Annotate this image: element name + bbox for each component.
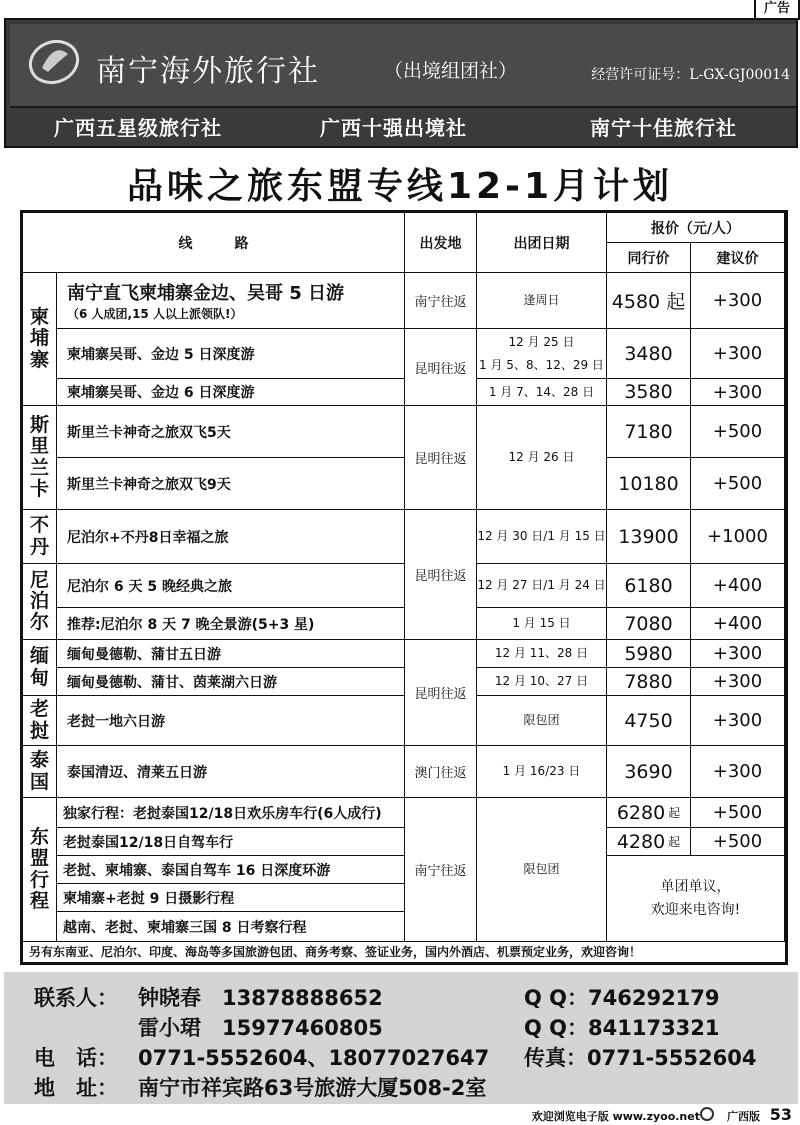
peer-price-cell: 7180 <box>607 406 691 458</box>
award-3: 南宁十佳旅行社 <box>590 116 737 140</box>
category-char: 国 <box>29 770 49 793</box>
category-char: 缅 <box>29 645 49 668</box>
suggest-price-cell: +400 <box>691 608 785 640</box>
date-cell: 限包团 <box>477 798 607 942</box>
depart-cell: 南宁往返 <box>405 273 477 329</box>
suggest-price-cell: +300 <box>691 668 785 696</box>
route-cell: 缅甸曼德勒、蒲甘、茵莱湖六日游 <box>57 668 405 696</box>
peer-price-cell: 3690 <box>607 746 691 798</box>
date-cell: 12 月 26 日 <box>477 406 607 510</box>
peer-price-cell <box>607 798 691 828</box>
contact-label: 联系人： <box>34 986 118 1010</box>
date-cell: 1 月 16/23 日 <box>477 746 607 798</box>
address-label: 地 址： <box>34 1076 118 1100</box>
category-myanmar <box>23 640 57 696</box>
route-cell: 老挝泰国12/18日自驾车行 <box>57 828 405 856</box>
suggest-price-cell: +300 <box>691 696 785 746</box>
peer-price-cell: 3580 <box>607 379 691 406</box>
route-cell <box>57 273 405 329</box>
suggest-price-cell: +500 <box>691 828 785 856</box>
contact-panel <box>4 972 798 1104</box>
route-cell: 斯里兰卡神奇之旅双飞5天 <box>57 406 405 458</box>
category-cambodia <box>23 273 57 406</box>
peer-price-unit: 起 <box>668 806 681 820</box>
peer-price-cell: 6180 <box>607 564 691 608</box>
suggest-price-cell: +300 <box>691 640 785 668</box>
route-cell: 尼泊尔 6 天 5 晚经典之旅 <box>57 564 405 608</box>
category-char: 卡 <box>29 477 49 500</box>
footer-brand: 广西版 <box>727 1110 760 1123</box>
category-char: 兰 <box>29 456 49 479</box>
route-cell: 柬埔寨吴哥、金边 5 日深度游 <box>57 329 405 379</box>
quote-note: 欢迎来电咨询! <box>650 901 741 918</box>
date-cell: 12 月 27 日/1 月 24 日 <box>477 564 607 608</box>
route-cell: 独家行程：老挝泰国12/18日欢乐房车行(6人成行) <box>57 798 405 828</box>
page-number: 53 <box>769 1105 792 1124</box>
agency-name: 南宁海外旅行社 <box>96 54 320 89</box>
license-number: 经营许可证号：L-GX-GJ00014 <box>591 67 790 83</box>
route-cell: 泰国清迈、清莱五日游 <box>57 746 405 798</box>
route-cell: 老挝一地六日游 <box>57 696 405 746</box>
phone-number: 0771-5552604、18077027647 <box>138 1046 490 1070</box>
peer-price-cell: 13900 <box>607 510 691 564</box>
category-char: 老 <box>29 698 49 721</box>
category-char: 行 <box>29 868 49 891</box>
category-char: 里 <box>29 435 49 458</box>
suggest-price-cell: +1000 <box>691 510 785 564</box>
depart-cell: 南宁往返 <box>405 798 477 942</box>
qq-1: Q Q：746292179 <box>524 986 720 1010</box>
category-char: 盟 <box>29 847 49 870</box>
peer-price-cell: 7880 <box>607 668 691 696</box>
peer-price-cell: 3480 <box>607 329 691 379</box>
phone-label: 电 话： <box>34 1046 118 1070</box>
peer-price-cell: 10180 <box>607 458 691 510</box>
category-char: 埔 <box>29 327 49 350</box>
page-footer <box>0 1105 800 1125</box>
th-route: 线 路 <box>23 213 405 273</box>
depart-cell: 昆明往返 <box>405 406 477 510</box>
route-cell: 老挝、柬埔寨、泰国自驾车 16 日深度环游 <box>57 856 405 884</box>
category-char: 泊 <box>29 589 49 612</box>
date-cell: 12 月 10、27 日 <box>477 668 607 696</box>
fax-number: 传真：0771-5552604 <box>524 1046 757 1070</box>
award-2: 广西十强出境社 <box>320 116 467 140</box>
date-cell: 限包团 <box>477 696 607 746</box>
route-cell: 尼泊尔+不丹8日幸福之旅 <box>57 510 405 564</box>
header-top <box>10 24 796 108</box>
date-cell <box>477 329 607 379</box>
table-footnote: 另有东南亚、尼泊尔、印度、海岛等多国旅游包团、商务考察、签证业务，国内外酒店、机票预定业务，欢迎咨询！ <box>29 945 642 959</box>
peer-price-cell <box>607 828 691 856</box>
category-char: 不 <box>29 514 49 537</box>
award-bar <box>10 112 796 144</box>
route-cell: 缅甸曼德勒、蒲甘五日游 <box>57 640 405 668</box>
peer-price: 4280 <box>616 830 666 853</box>
category-laos <box>23 696 57 746</box>
category-nepal <box>23 564 57 640</box>
suggest-price-cell: +500 <box>691 458 785 510</box>
header-banner <box>4 18 798 148</box>
depart-cell: 昆明往返 <box>405 640 477 746</box>
quote-note-cell <box>607 856 785 942</box>
suggest-price-cell: +400 <box>691 564 785 608</box>
date-line: 12 月 25 日 <box>508 334 575 349</box>
contact-person-1: 钟晓春 13878888652 <box>138 986 383 1010</box>
depart-cell: 昆明往返 <box>405 510 477 640</box>
date-cell: 12 月 11、28 日 <box>477 640 607 668</box>
plan-title: 品味之旅东盟专线12-1月计划 <box>126 166 674 207</box>
suggest-price-cell: +300 <box>691 273 785 329</box>
peer-price-unit: 起 <box>668 835 681 849</box>
peer-price-cell: 5980 <box>607 640 691 668</box>
date-line: 1 月 5、8、12、29 日 <box>479 357 604 372</box>
depart-cell: 昆明往返 <box>405 329 477 406</box>
route-cell: 推荐:尼泊尔 8 天 7 晚全景游(5+3 星) <box>57 608 405 640</box>
route-note: （6 人成团,15 人以上派领队!） <box>67 307 243 321</box>
category-char: 丹 <box>29 535 49 558</box>
address: 南宁市祥宾路63号旅游大厦508-2室 <box>138 1076 487 1100</box>
th-price: 报价（元/人） <box>607 213 785 243</box>
agency-subtitle: （出境组团社） <box>384 60 518 82</box>
category-indochina <box>23 798 57 942</box>
suggest-price-cell: +300 <box>691 329 785 379</box>
category-char: 挝 <box>29 719 49 742</box>
th-date: 出团日期 <box>477 213 607 273</box>
route-cell: 柬埔寨+老挝 9 日摄影行程 <box>57 884 405 912</box>
date-cell: 1 月 7、14、28 日 <box>477 379 607 406</box>
award-1: 广西五星级旅行社 <box>54 116 222 140</box>
tour-price-table <box>20 210 788 965</box>
route-cell: 越南、老挝、柬埔寨三国 8 日考察行程 <box>57 912 405 942</box>
contact-person-2: 雷小珺 15977460805 <box>138 1016 383 1040</box>
quote-note: 单团单议， <box>660 879 731 896</box>
suggest-price-cell: +300 <box>691 746 785 798</box>
category-srilanka <box>23 406 57 510</box>
date-cell: 12 月 30 日/1 月 15 日 <box>477 510 607 564</box>
agency-logo-icon <box>24 32 84 92</box>
suggest-price-cell: +300 <box>691 379 785 406</box>
category-char: 尔 <box>29 611 49 634</box>
th-peer-price: 同行价 <box>607 243 691 273</box>
peer-price: 6280 <box>616 801 666 824</box>
peer-price-cell: 4750 <box>607 696 691 746</box>
date-cell: 逢周日 <box>477 273 607 329</box>
category-char: 尼 <box>29 568 49 591</box>
footer-link[interactable]: 欢迎浏览电子版 www.zyoo.net <box>531 1110 700 1123</box>
category-bhutan <box>23 510 57 564</box>
th-depart: 出发地 <box>405 213 477 273</box>
route-cell: 斯里兰卡神奇之旅双飞9天 <box>57 458 405 510</box>
category-char: 寨 <box>29 348 49 371</box>
route-cell: 柬埔寨吴哥、金边 6 日深度游 <box>57 379 405 406</box>
route-name: 南宁直飞柬埔寨金边、吴哥 5 日游 <box>67 283 345 304</box>
peer-price-cell: 4580 起 <box>607 273 691 329</box>
th-suggest-price: 建议价 <box>691 243 785 273</box>
qq-2: Q Q：841173321 <box>524 1016 720 1040</box>
date-cell: 1 月 15 日 <box>477 608 607 640</box>
suggest-price-cell: +500 <box>691 406 785 458</box>
category-char: 斯 <box>29 413 49 436</box>
category-char: 甸 <box>29 666 49 689</box>
category-thailand <box>23 746 57 798</box>
suggest-price-cell: +500 <box>691 798 785 828</box>
brand-logo-icon <box>700 1107 714 1121</box>
peer-price-cell: 7080 <box>607 608 691 640</box>
ad-tag: 广告 <box>754 0 800 20</box>
category-char: 东 <box>29 825 49 848</box>
category-char: 柬 <box>29 306 49 329</box>
category-char: 程 <box>29 889 49 912</box>
category-char: 泰 <box>29 749 49 772</box>
depart-cell: 澳门往返 <box>405 746 477 798</box>
